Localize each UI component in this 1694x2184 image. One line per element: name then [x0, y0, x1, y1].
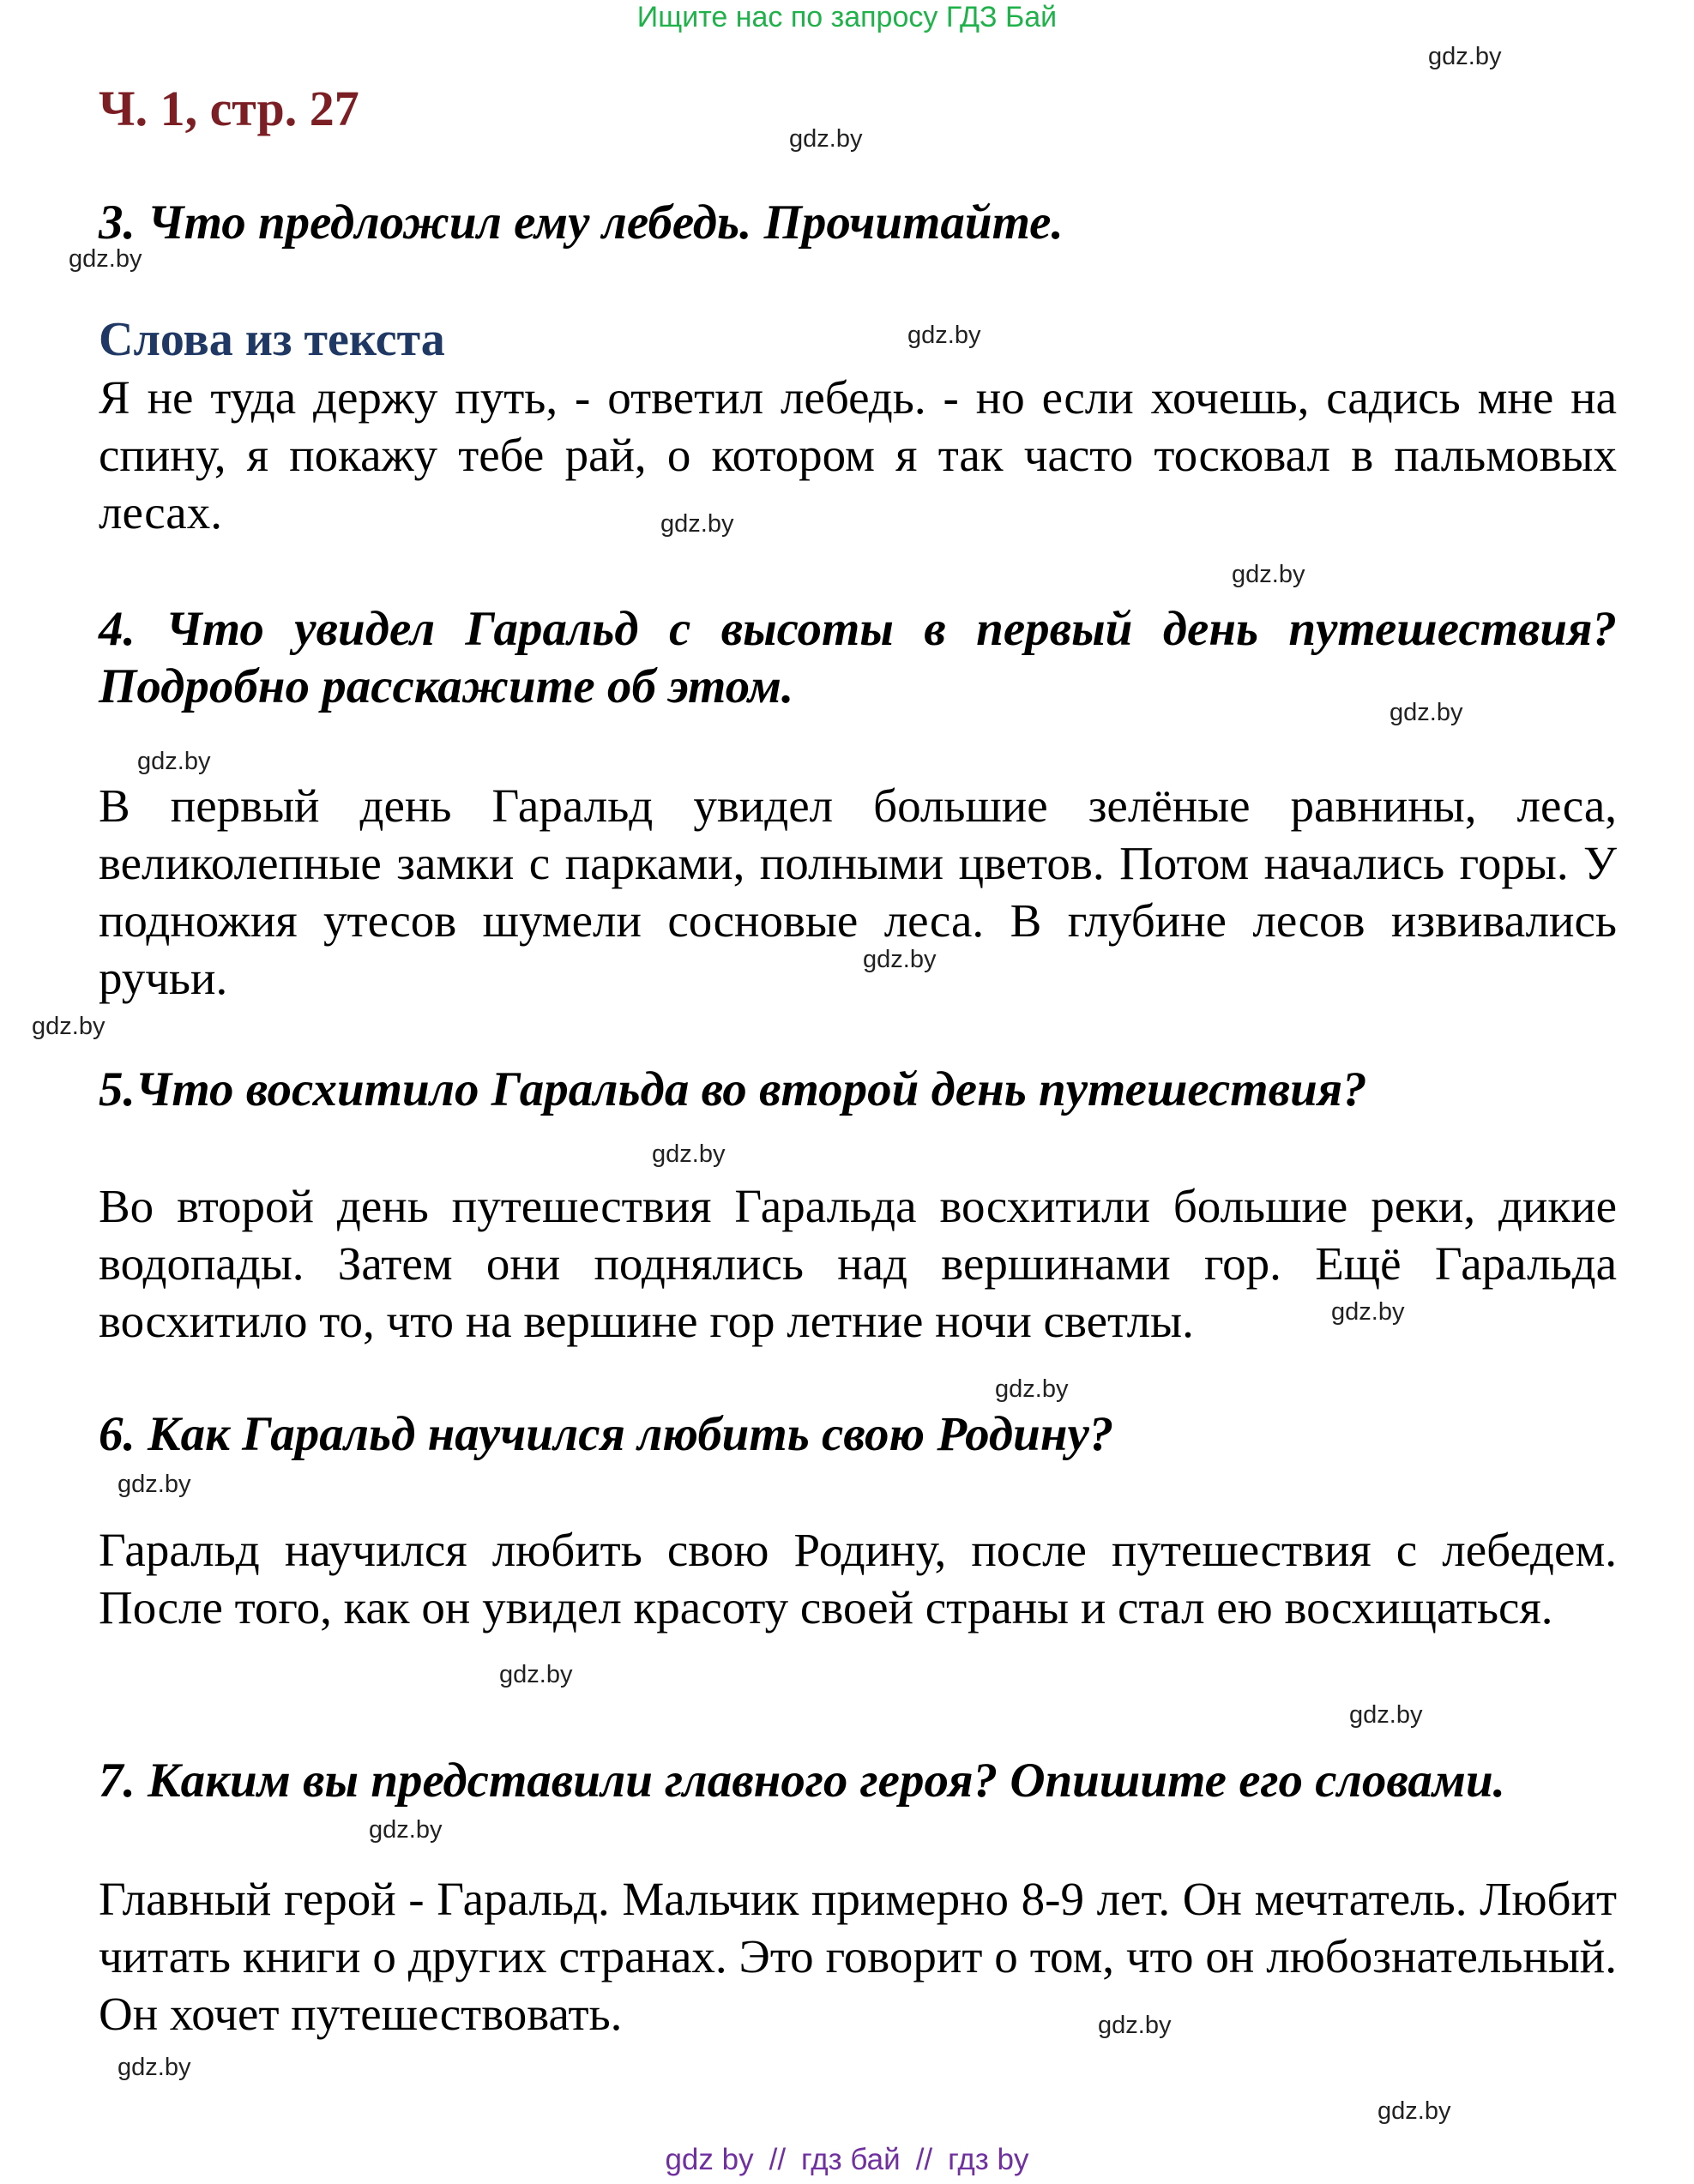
answer-5: Во второй день путешествия Гаральда восхитили большие реки, дикие водопады. Затем они поднялись над вершинами гор. Ещё Гаральда восхитило то, что на вершине гор летние ночи светлы. — [99, 1180, 1617, 1347]
watermark: gdz.by — [1390, 699, 1463, 726]
watermark: gdz.by — [1331, 1298, 1405, 1326]
watermark: gdz.by — [1232, 561, 1305, 588]
watermark: gdz.by — [652, 1140, 726, 1168]
watermark: gdz.by — [69, 245, 142, 273]
watermark: gdz.by — [863, 946, 937, 973]
question-5: 5.Что восхитило Гаральда во второй день путешествия? — [99, 1062, 1367, 1116]
answer-7: Главный герой - Гаральд. Мальчик примерно 8-9 лет. Он мечтатель. Любит читать книги о других странах. Это говорит о том, что он любознательный. Он хочет путешествовать. — [99, 1873, 1617, 2040]
footer-separator: // — [769, 2143, 787, 2176]
footer-link-gdz-bai[interactable]: гдз бай — [801, 2143, 901, 2176]
watermark: gdz.by — [32, 1013, 105, 1040]
footer-link-gdz-by[interactable]: gdz by — [665, 2143, 754, 2176]
watermark: gdz.by — [1098, 2012, 1172, 2039]
search-banner: Ищите нас по запросу ГДЗ Бай — [636, 1, 1058, 33]
watermark: gdz.by — [995, 1375, 1069, 1403]
watermark: gdz.by — [789, 125, 863, 153]
watermark: gdz.by — [499, 1661, 573, 1688]
page-title: Ч. 1, стр. 27 — [99, 81, 359, 136]
question-7: 7. Каким вы представили главного героя? Опишите его словами. — [99, 1754, 1505, 1808]
question-4: 4. Что увидел Гаральд с высоты в первый день путешествия? Подробно расскажите об этом. — [99, 602, 1617, 713]
watermark: gdz.by — [1428, 43, 1502, 70]
watermark: gdz.by — [369, 1816, 443, 1844]
answer-6: Гаральд научился любить свою Родину, после путешествия с лебедем. После того, как он увидел красоту своей страны и стал ею восхищаться. — [99, 1524, 1617, 1633]
watermark: gdz.by — [137, 748, 211, 775]
section-heading: Слова из текста — [99, 313, 445, 366]
footer-link-gdz-by-cyr[interactable]: гдз by — [948, 2143, 1029, 2176]
watermark: gdz.by — [660, 510, 734, 538]
watermark: gdz.by — [1349, 1701, 1423, 1729]
watermark: gdz.by — [118, 2054, 191, 2081]
answer-4: В первый день Гаральд увидел большие зелёные равнины, леса, великолепные замки с парками, полными цветов. Потом начались горы. У подножия утесов шумели сосновые леса. В глубине лесов извивались ручьи. — [99, 779, 1617, 1004]
answer-3: Я не туда держу путь, - ответил лебедь. - но если хочешь, садись мне на спину, я покажу тебе рай, о котором я так часто тосковал в пальмовых лесах. — [99, 371, 1617, 538]
watermark: gdz.by — [1378, 2097, 1451, 2125]
question-3: 3. Что предложил ему лебедь. Прочитайте. — [99, 196, 1064, 250]
footer-separator: // — [915, 2143, 933, 2176]
footer-links — [0, 2143, 1694, 2177]
watermark: gdz.by — [907, 322, 981, 349]
question-6: 6. Как Гаральд научился любить свою Родину? — [99, 1407, 1114, 1461]
watermark: gdz.by — [118, 1471, 191, 1498]
